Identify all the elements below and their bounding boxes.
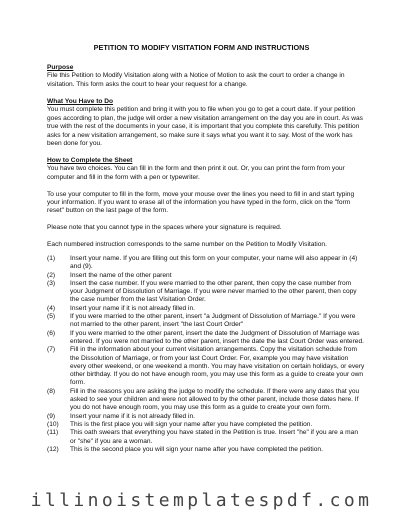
instruction-text: Fill in the reasons you are asking the judge to modify the schedule. If there were any dates that you asked to see your children and were not allowed to by the other parent, include those dates here. If you do not have enough room, you may use this form as a guide to create your own form. <box>70 387 360 412</box>
instruction-number: (12) <box>47 445 59 453</box>
instruction-text: This oath swears that everything you have stated in the Petition is true. Insert "he" if you are a man or "she" if you are a woman. <box>70 429 359 445</box>
instruction-text: If you were married to the other parent, insert "a Judgment of Dissolution of Marriage." If you were not married to the other parent, insert "the last Court Order" <box>70 313 356 329</box>
instruction-number: (10) <box>47 420 59 428</box>
instruction-number: (7) <box>47 346 56 354</box>
instruction-item <box>47 313 365 330</box>
instruction-item <box>47 388 365 413</box>
instruction-item <box>47 429 365 446</box>
instruction-item <box>47 346 365 387</box>
instruction-item <box>47 255 365 272</box>
instruction-text: Insert your name if it is not already filled in. <box>70 412 195 420</box>
instruction-text: This is the first place you will sign your name after you have completed the petition. <box>70 420 313 428</box>
instruction-item <box>47 305 365 313</box>
instruction-number: (8) <box>47 387 56 395</box>
instruction-number: (3) <box>47 279 56 287</box>
instruction-item <box>47 280 365 305</box>
purpose-text: File this Petition to Modify Visitation along with a Notice of Motion to ask the court to order a change in visitation. This form asks the court to hear your request for a change. <box>47 72 345 88</box>
instruction-text: Insert the case number. If you were married to the other parent, then copy the case number from your Judgment of Dissolution of Marriage. If you were never married to the other parent, then copy the case number from the last Visitation Order. <box>70 279 357 304</box>
instruction-number: (11) <box>47 429 59 437</box>
how-to-complete-para-2: To use your computer to fill in the form, move your mouse over the lines you need to fill in and start typing your information. If you want to erase all of the information you have typed in the form, click on the "form reset" button on the last page of the form. <box>47 190 355 215</box>
what-to-do-heading: What You Have to Do <box>47 98 114 105</box>
instruction-number: (6) <box>47 329 56 337</box>
instruction-number: (2) <box>47 271 56 279</box>
instruction-item <box>47 272 365 280</box>
instruction-text: This is the second place you will sign your name after you have completed the petition. <box>70 445 323 453</box>
instruction-text: If you were married to the other parent, insert the date the Judgment of Dissolution of Marriage was entered. If you were not married to the other parent, insert the date the last Court Order was entered. <box>70 329 364 345</box>
instruction-number: (1) <box>47 255 56 262</box>
instruction-text: Insert the name of the other parent <box>70 271 172 279</box>
purpose-heading: Purpose <box>47 64 74 71</box>
how-to-complete-para-1: You have two choices. You can fill in the form and then print it out. Or, you can print the form from your computer and fill in the form with a pen or typewriter. <box>47 165 345 181</box>
purpose-section <box>47 64 365 89</box>
document-title: PETITION TO MODIFY VISITATION FORM AND INSTRUCTIONS <box>93 43 310 52</box>
how-to-complete-heading: How to Complete the Sheet <box>47 157 133 164</box>
numbered-instructions <box>47 255 365 454</box>
instruction-item <box>47 446 365 454</box>
instruction-item <box>47 413 365 421</box>
instruction-text: Insert your name. If you are filling out this form on your computer, your name will also appear in (4) and (9). <box>70 255 358 271</box>
instruction-number: (4) <box>47 304 56 312</box>
instruction-number: (5) <box>47 313 56 321</box>
instruction-text: Insert your name if it is not already filled in. <box>70 304 195 312</box>
site-watermark: illinoistemplatespdf.com <box>30 490 373 511</box>
instruction-number: (9) <box>47 412 56 420</box>
what-to-do-section <box>47 98 365 148</box>
instruction-text: Fill in the information about your current visitation arrangements. Copy the visitation schedule from the Dissolution of Marriage, or from your last Court Order. For, example you may have visitation every other weekend, or one weekend a month. You may have visitation on certain holidays, or every other birthday. If you do not have enough room, you may use this form as a guide to create your own form. <box>70 346 365 387</box>
instruction-item <box>47 330 365 347</box>
what-to-do-text: You must complete this petition and bring it with you to file when you go to get a court date. If your petition goes according to plan, the judge will order a new visitation arrangement on the day you are in court. As was true with the rest of the documents in your case, it is important that you complete this carefully. This petition asks for a new visitation arrangement, so make sure it says what you want it to say. Most of the work has been done for you. <box>47 106 363 148</box>
how-to-complete-section <box>47 157 365 249</box>
how-to-complete-para-3: Please note that you cannot type in the spaces where your signature is required. <box>47 224 282 232</box>
how-to-complete-para-4: Each numbered instruction corresponds to the same number on the Petition to Modify Visitation. <box>47 241 327 249</box>
instruction-item <box>47 421 365 429</box>
